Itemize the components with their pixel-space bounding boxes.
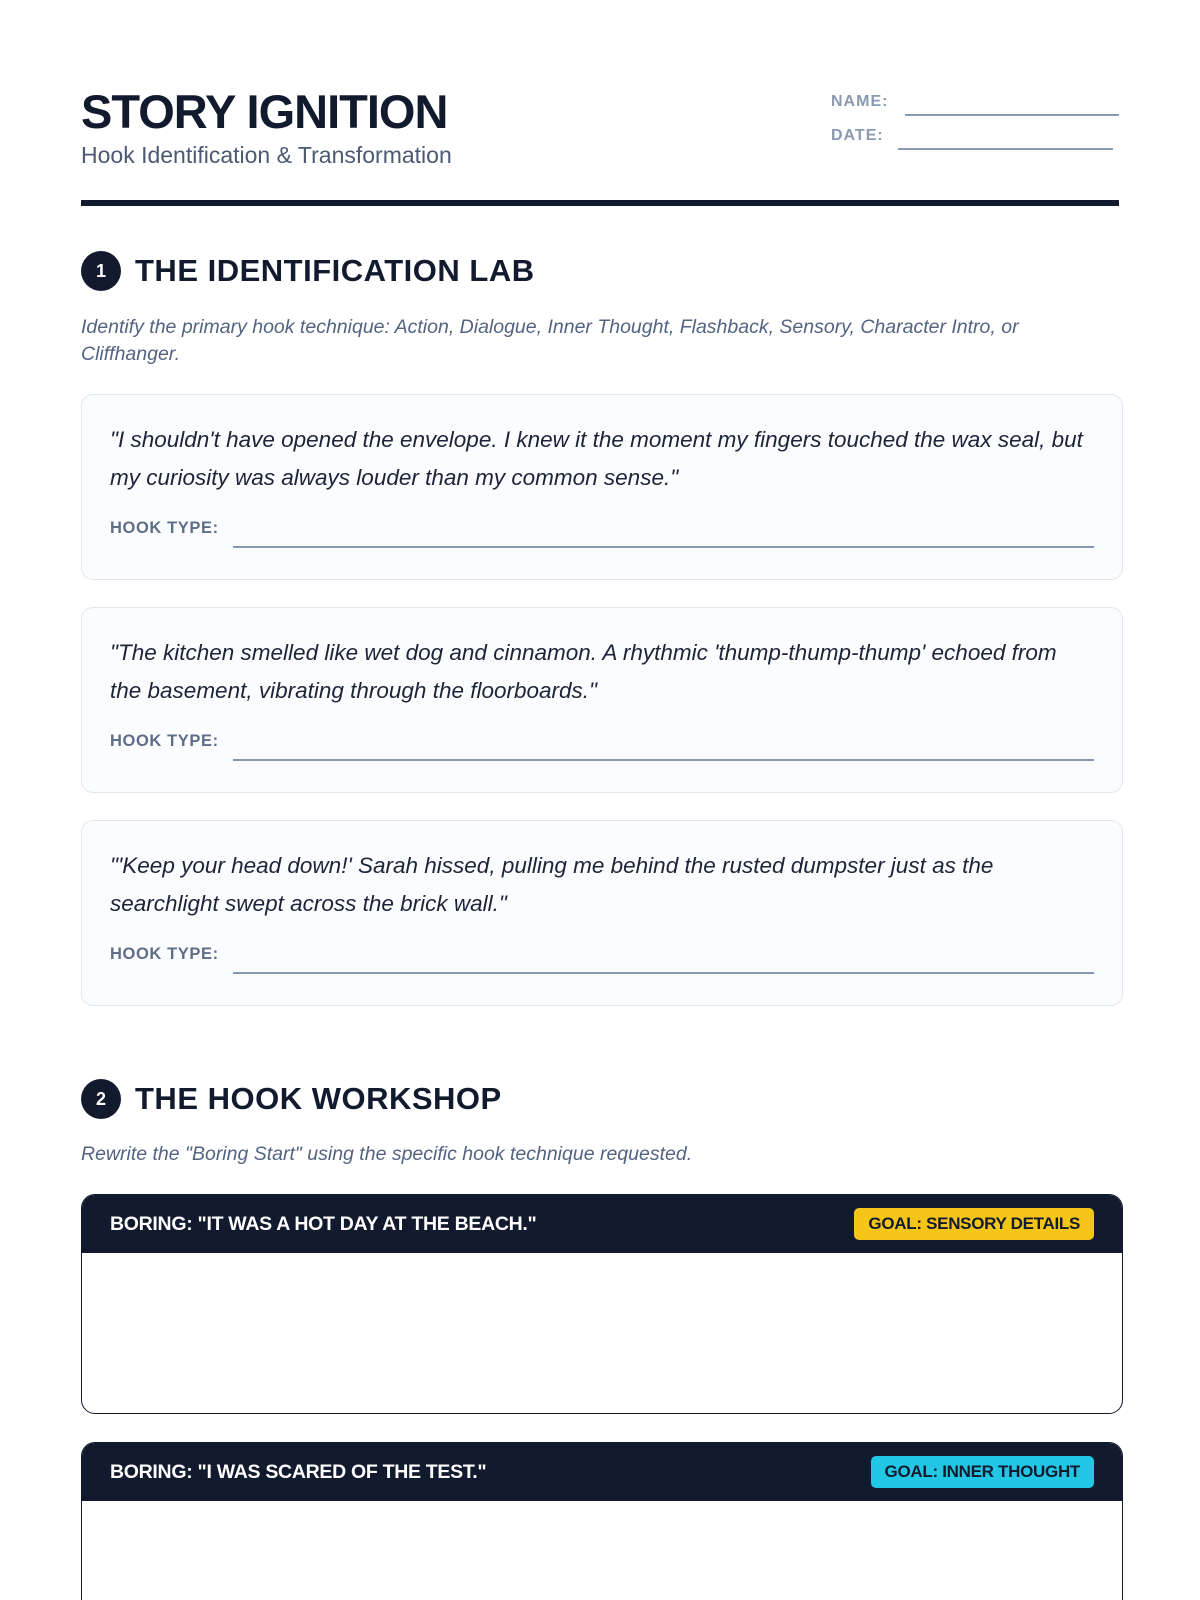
date-field[interactable]: [898, 126, 1113, 150]
date-row: [831, 116, 1119, 150]
hook-type-row: [110, 732, 1094, 761]
workshop-box: [81, 1442, 1123, 1600]
excerpt-card: [81, 607, 1123, 793]
excerpt-card: [81, 394, 1123, 580]
page-subtitle: Hook Identification & Transformation: [81, 142, 452, 168]
hook-type-row: [110, 519, 1094, 548]
section-title: THE HOOK WORKSHOP: [135, 1081, 502, 1116]
excerpt-card: [81, 820, 1123, 1006]
hook-type-label: HOOK TYPE:: [110, 732, 219, 750]
section-1-heading: [81, 251, 535, 291]
rewrite-area[interactable]: [82, 1253, 1122, 1414]
section-number-badge: 2: [81, 1079, 121, 1119]
page-title: STORY IGNITION: [81, 85, 448, 138]
excerpt-quote: "'Keep your head down!' Sarah hissed, pulling me behind the rusted dumpster just as the searchlight swept across the brick wall.": [110, 853, 994, 916]
section-1-instructions: Identify the primary hook technique: Action, Dialogue, Inner Thought, Flashback, Sensory, Character Intro, or Cliffhanger.: [81, 316, 1019, 365]
hook-type-row: [110, 945, 1094, 974]
hook-type-label: HOOK TYPE:: [110, 519, 219, 537]
rewrite-area[interactable]: [82, 1501, 1122, 1600]
name-field[interactable]: [905, 92, 1119, 116]
hook-type-label: HOOK TYPE:: [110, 945, 219, 963]
boring-start-text: BORING: "IT WAS A HOT DAY AT THE BEACH.": [110, 1212, 537, 1235]
section-number-badge: 1: [81, 251, 121, 291]
hook-type-answer-line[interactable]: [233, 946, 1094, 974]
header-divider: [81, 200, 1119, 206]
excerpt-quote: "The kitchen smelled like wet dog and cinnamon. A rhythmic 'thump-thump-thump' echoed from the basement, vibrating through the floorboards.": [110, 640, 1057, 703]
workshop-box: [81, 1194, 1123, 1414]
date-label: DATE:: [831, 127, 884, 144]
worksheet-header: [81, 0, 1119, 207]
section-2-heading: [81, 1079, 502, 1119]
goal-badge: GOAL: INNER THOUGHT: [871, 1456, 1094, 1488]
student-info: [831, 82, 1119, 150]
section-2-instructions: Rewrite the "Boring Start" using the specific hook technique requested.: [81, 1143, 693, 1165]
hook-type-answer-line[interactable]: [233, 733, 1094, 761]
boring-start-text: BORING: "I WAS SCARED OF THE TEST.": [110, 1460, 487, 1483]
section-title: THE IDENTIFICATION LAB: [135, 253, 535, 288]
excerpt-quote: "I shouldn't have opened the envelope. I knew it the moment my fingers touched the wax seal, but my curiosity was always louder than my common sense.": [110, 427, 1083, 490]
hook-type-answer-line[interactable]: [233, 520, 1094, 548]
name-label: NAME:: [831, 93, 889, 110]
workshop-box-header: [82, 1443, 1122, 1501]
workshop-box-header: [82, 1195, 1122, 1253]
goal-badge: GOAL: SENSORY DETAILS: [854, 1208, 1094, 1240]
name-row: [831, 82, 1119, 116]
